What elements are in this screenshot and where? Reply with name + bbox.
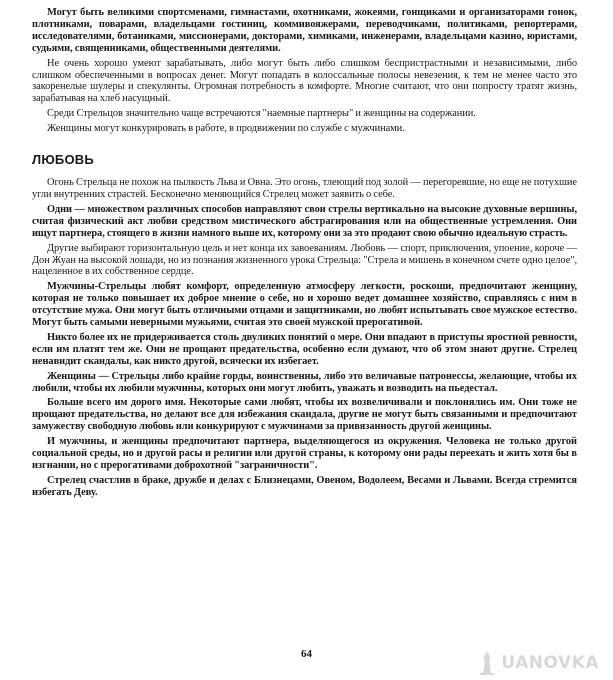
paragraph-love-fire: Огонь Стрельца не похож на пылкость Льва и Овна. Это огонь, тлеющий под золой — перегоревшие, но еще не потухшие угли внутренних страстей. Бесконечно меняющийся Стрелец может заявить о себе. xyxy=(32,177,577,200)
paragraph-love-partner: И мужчины, и женщины предпочитают партнера, выделяющегося из окружения. Человека не только другой социальной среды, но и другой расы и религии или другой страны, к которому они рады переехать и жить хотя бы в изгнании, но с прерогативами доброхотной "заграничности". xyxy=(32,436,577,471)
paragraph-love-men: Мужчины-Стрельцы любят комфорт, определенную атмосферу легкости, роскоши, предпочитают женщину, которая не только повышает их доброе мнение о себе, но и хорошо ведет домашнее хозяйство, справляясь с ним в отсутствие мужа. Они могут быть отличными отцами и защитниками, но любят испытывать свое мужское естество. Могут быть самыми неверными мужьями, считая это своей мужской прерогативой. xyxy=(32,281,577,329)
paragraph-love-compat: Стрелец счастлив в браке, дружбе и делах с Близнецами, Овеном, Водолеем, Весами и Львами. Всегда стремится избегать Деву. xyxy=(32,474,577,498)
paragraph-love-jealousy: Никто более их не придерживается столь двуликих понятий о мере. Они впадают в приступы яростной ревности, если им платят тем же. Они не прощают предательства, особенно если думают, что об этом знают другие. Стрелец ненавидит скандалы, как никто другой, всячески их избегает. xyxy=(32,331,577,367)
paragraph-love-others: Другие выбирают горизонтальную цель и нет конца их завоеваниям. Любовь — спорт, приключения, упоение, короче — Дон Жуан на высокой лошади, но из познания жизненного урока Стрельца: "Стрела и мишень в конечном счете одно целое", нацеленное в их собственное сердце. xyxy=(32,242,577,278)
watermark xyxy=(476,650,599,676)
paragraph-love-name: Больше всего им дорого имя. Некоторые сами любят, чтобы их возвеличивали и поклонялись им. Они тоже не прощают предательства, но делают все для избежания скандала, другие не могут быть связанными и предпочитают замужеству свободную любовь или конкурируют с мужчинами за привязанность другой женщины. xyxy=(32,397,577,433)
watermark-text: UANOVKA xyxy=(501,653,599,673)
paragraph-professions: Могут быть великими спортсменами, гимнастами, охотниками, жокеями, гонщиками и организаторами гонок, плотниками, поварами, владельцами гостиниц, коммивояжерами, переводчиками, политиками, репортерами, исследователями, ботаниками, миссионерами, докторами, химиками, инженерами, владельцами казино, юристами, судьями, священниками, общественными деятелями. xyxy=(32,7,577,54)
tower-icon xyxy=(476,650,498,676)
section-title: ЛЮБОВЬ xyxy=(32,152,94,168)
text-column xyxy=(32,0,577,499)
paragraph-love-women: Женщины — Стрельцы либо крайне горды, воинственны, либо это величавые патронессы, желающие, чтобы их любили, чтобы их любили мужчины, которых они могут любить, уважать и возводить на пьедестал. xyxy=(32,370,577,394)
paragraph-love-some: Одни — множеством различных способов направляют свои стрелы вертикально на высокие духовные вершины, считая физический акт любви средством мистического абстрагирования или на общественные устремления. Они ищут партнера, стоящего в жизни намного выше их, которому они за это продают свою обычно идеальную страсть. xyxy=(32,203,577,239)
page-number: 64 xyxy=(301,648,312,660)
paragraph-money: Не очень хорошо умеют зарабатывать, либо могут быть либо слишком беспристрастными и независимыми, либо слишком обеспеченными в вопросах денег. Могут попадать в колоссальные полосы невезения, к тем не менее часто это закоренелые шулеры и спекулянты. Огромная потребность в комфорте. Многие считают, что они попросту тратят жизнь, зарабатывая на хлеб насущный. xyxy=(32,57,577,105)
paragraph-women-work: Женщины могут конкурировать в работе, в продвижении по службе с мужчинами. xyxy=(47,123,405,135)
paragraph-partners: Среди Стрельцов значительно чаще встречаются "наемные партнеры" и женщины на содержании. xyxy=(47,108,476,120)
